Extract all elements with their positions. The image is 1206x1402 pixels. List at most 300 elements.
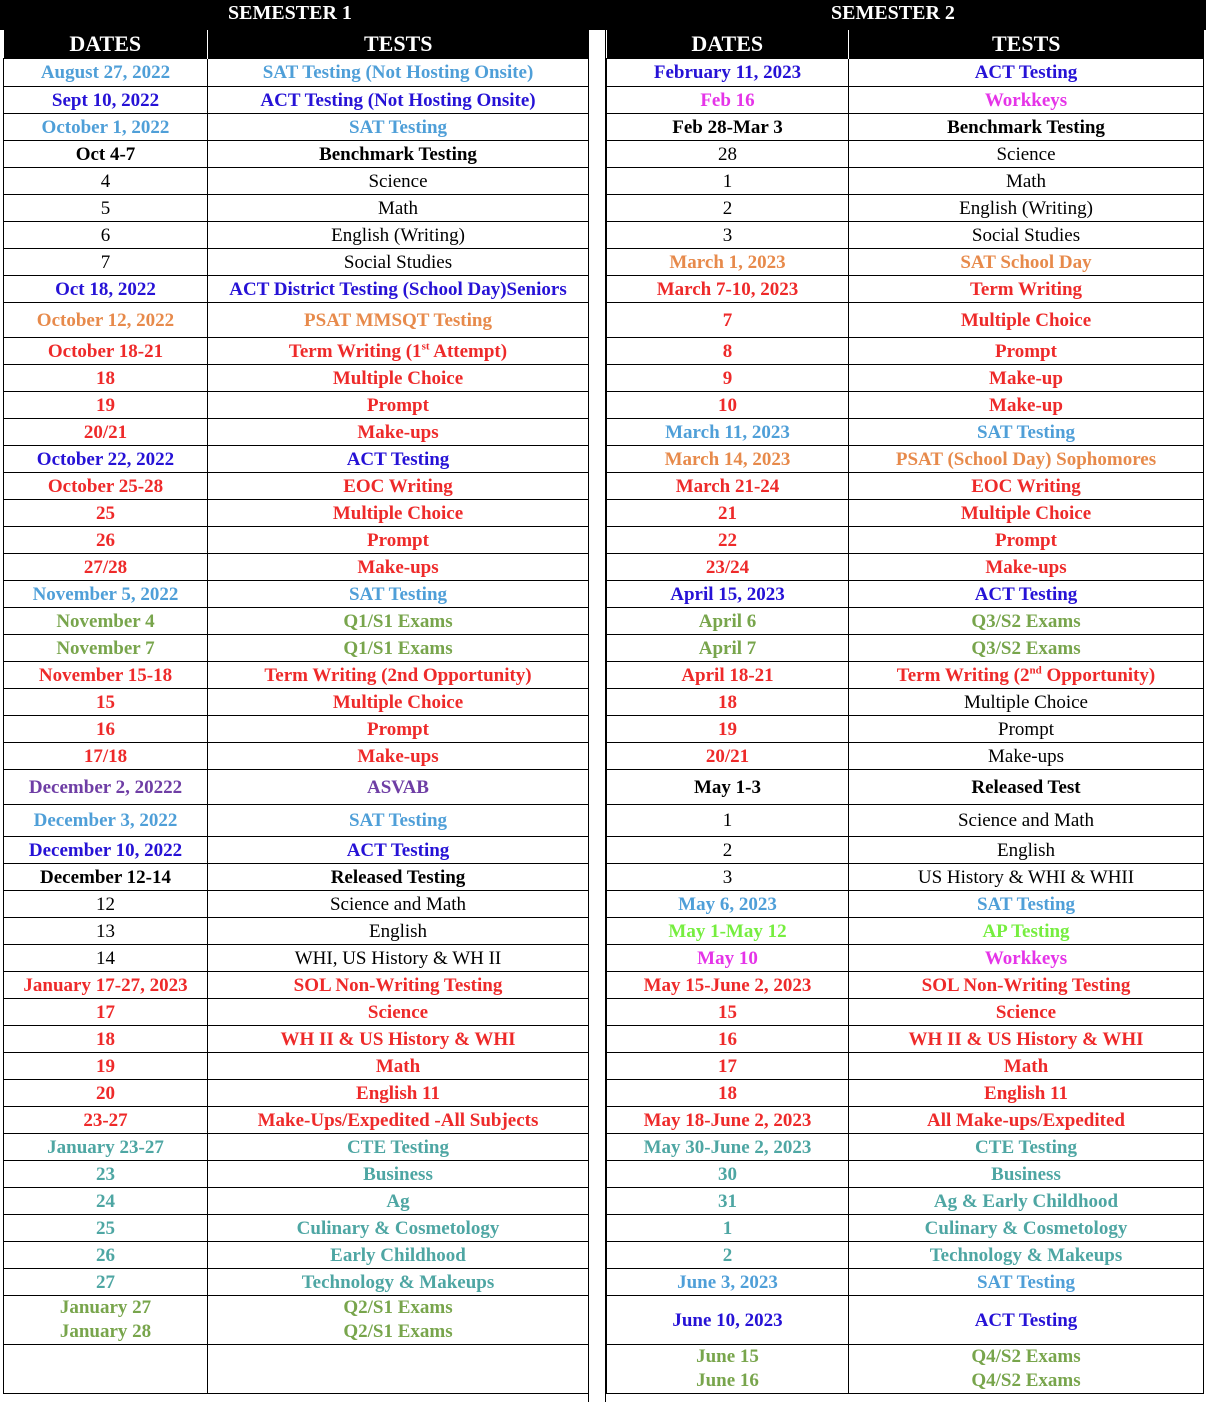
date-cell: 7 [607,303,849,338]
date-cell: December 3, 2022 [4,805,208,837]
test-cell: Make-ups [849,743,1204,770]
date-cell: November 15-18 [4,662,208,689]
date-cell: 2 [607,195,849,222]
test-cell: CTE Testing [208,1134,589,1161]
table-row [607,1345,1204,1394]
date-cell: 17 [4,999,208,1026]
test-cell: Released Test [849,770,1204,805]
test-cell: Science and Math [208,891,589,918]
date-cell: 23 [4,1161,208,1188]
table-row [607,864,1204,891]
table-row [607,527,1204,554]
test-cell: Science and Math [849,805,1204,837]
test-cell: ACT Testing (Not Hosting Onsite) [208,87,589,114]
test-text: Q2/S1 Exams [343,1297,453,1318]
test-cell: Q1/S1 Exams [208,635,589,662]
table-row [607,114,1204,141]
test-cell: Make-ups [208,554,589,581]
test-cell: All Make-ups/Expedited [849,1107,1204,1134]
date-cell: 1 [607,1215,849,1242]
date-cell: May 1-May 12 [607,918,849,945]
table-row [607,1242,1204,1269]
semester-divider [588,30,606,1402]
date-cell: 5 [4,195,208,222]
test-text: Attempt) [429,340,508,362]
table-row [4,662,589,689]
test-cell: Make-Ups/Expedited -All Subjects [208,1107,589,1134]
date-text: June 15 [696,1346,759,1367]
test-cell: Q3/S2 Exams [849,608,1204,635]
test-cell: SAT School Day [849,249,1204,276]
test-cell: Benchmark Testing [208,141,589,168]
test-cell: Released Testing [208,864,589,891]
table-row [607,1161,1204,1188]
date-cell: 18 [607,689,849,716]
date-cell: May 30-June 2, 2023 [607,1134,849,1161]
test-cell: Prompt [208,392,589,419]
test-text: Term Writing (2 [896,664,1030,686]
test-cell: CTE Testing [849,1134,1204,1161]
date-cell: 24 [4,1188,208,1215]
test-cell: English 11 [208,1080,589,1107]
test-text: Q4/S2 Exams [971,1370,1081,1391]
table-row [4,222,589,249]
test-cell: Multiple Choice [849,689,1204,716]
test-cell: Prompt [849,338,1204,365]
table-row [607,581,1204,608]
table-row [4,473,589,500]
table-row [607,1269,1204,1296]
date-cell: Feb 16 [607,87,849,114]
test-cell: PSAT (School Day) Sophomores [849,446,1204,473]
date-cell: 27/28 [4,554,208,581]
date-cell: March 14, 2023 [607,446,849,473]
test-cell: EOC Writing [208,473,589,500]
test-cell: ASVAB [208,770,589,805]
date-cell: October 12, 2022 [4,303,208,338]
test-cell: Science [208,168,589,195]
table-row [4,1134,589,1161]
date-cell: 25 [4,500,208,527]
date-cell: 1 [607,168,849,195]
test-cell: Make-ups [208,743,589,770]
test-cell: WHI, US History & WH II [208,945,589,972]
test-cell: Business [849,1161,1204,1188]
test-cell: Q3/S2 Exams [849,635,1204,662]
test-cell: English [208,918,589,945]
test-cell: Workkeys [849,87,1204,114]
date-cell: November 7 [4,635,208,662]
date-text: January 27 [59,1297,152,1318]
table-row [607,1080,1204,1107]
table-row [607,141,1204,168]
date-cell: 8 [607,338,849,365]
date-cell: 31 [607,1188,849,1215]
table-row [4,419,589,446]
test-superscript: st [421,340,430,353]
table-row [4,249,589,276]
test-text: Opportunity) [1041,664,1156,686]
date-cell: 2 [607,837,849,864]
date-cell: October 1, 2022 [4,114,208,141]
test-cell: Multiple Choice [208,689,589,716]
table-row [607,689,1204,716]
test-cell [849,1345,1204,1394]
table-row [607,805,1204,837]
date-cell: 18 [4,365,208,392]
test-cell: Ag [208,1188,589,1215]
semester-1-title: SEMESTER 1 [228,2,352,24]
table-row [4,805,589,837]
table-row [607,972,1204,999]
table-row [607,662,1204,689]
table-row [607,500,1204,527]
test-cell: Technology & Makeups [208,1269,589,1296]
date-cell: 3 [607,222,849,249]
date-cell: Oct 18, 2022 [4,276,208,303]
test-cell: SAT Testing [849,419,1204,446]
date-cell: May 15-June 2, 2023 [607,972,849,999]
test-cell: Q1/S1 Exams [208,608,589,635]
test-cell: Make-up [849,365,1204,392]
test-cell: PSAT MMSQT Testing [208,303,589,338]
semester-1-table [3,30,589,1394]
date-cell: 19 [607,716,849,743]
table-row [4,837,589,864]
table-row [4,972,589,999]
date-cell: 30 [607,1161,849,1188]
table-row [4,554,589,581]
test-cell: ACT Testing [208,837,589,864]
date-cell: 20/21 [4,419,208,446]
date-cell: May 1-3 [607,770,849,805]
test-cell: AP Testing [849,918,1204,945]
tests-header: TESTS [849,30,1204,59]
date-cell: 3 [607,864,849,891]
table-row [4,527,589,554]
test-cell: EOC Writing [849,473,1204,500]
table-row [4,1026,589,1053]
date-cell: 20 [4,1080,208,1107]
table-row [607,918,1204,945]
date-cell: Sept 10, 2022 [4,87,208,114]
dates-header: DATES [607,30,849,59]
table-row [607,743,1204,770]
table-row [607,1215,1204,1242]
date-cell: March 7-10, 2023 [607,276,849,303]
test-cell: Make-ups [208,419,589,446]
date-cell: 22 [607,527,849,554]
test-cell: Prompt [849,527,1204,554]
date-cell: 15 [4,689,208,716]
date-cell [4,1296,208,1345]
date-cell: 16 [4,716,208,743]
table-row [4,168,589,195]
test-cell: SAT Testing [208,581,589,608]
table-row [607,446,1204,473]
date-cell: 14 [4,945,208,972]
test-text: Q2/S1 Exams [343,1321,453,1342]
test-cell: Math [208,1053,589,1080]
table-row [607,365,1204,392]
table-row [607,1188,1204,1215]
test-cell [208,338,589,365]
table-row [607,770,1204,805]
table-row [4,999,589,1026]
test-cell: English (Writing) [849,195,1204,222]
date-cell: November 5, 2022 [4,581,208,608]
test-text: Term Writing (1 [288,340,422,362]
table-row [607,554,1204,581]
table-row [607,195,1204,222]
test-cell: ACT Testing [849,59,1204,87]
table-row [4,581,589,608]
table-row [4,891,589,918]
date-cell: 26 [4,527,208,554]
table-row [4,770,589,805]
test-cell: Ag & Early Childhood [849,1188,1204,1215]
table-row [607,716,1204,743]
date-cell: 13 [4,918,208,945]
test-cell: ACT Testing [849,581,1204,608]
date-cell: May 10 [607,945,849,972]
test-cell: Term Writing [849,276,1204,303]
table-row [4,864,589,891]
table-row [607,249,1204,276]
table-row [4,59,589,87]
date-cell: 21 [607,500,849,527]
test-cell: Multiple Choice [849,303,1204,338]
table-row [607,276,1204,303]
test-cell: Prompt [208,527,589,554]
date-cell: October 18-21 [4,338,208,365]
test-cell: Technology & Makeups [849,1242,1204,1269]
table-row [4,1296,589,1345]
table-row [4,918,589,945]
table-row [4,303,589,338]
test-cell: US History & WHI & WHII [849,864,1204,891]
date-text: January 28 [59,1321,152,1342]
date-cell: April 6 [607,608,849,635]
date-cell: May 6, 2023 [607,891,849,918]
table-row [4,195,589,222]
date-cell: 28 [607,141,849,168]
semester-2-table [606,30,1204,1394]
date-cell: June 3, 2023 [607,1269,849,1296]
table-row [4,1188,589,1215]
table-row [607,1026,1204,1053]
date-cell: June 10, 2023 [607,1296,849,1345]
test-cell: Science [849,141,1204,168]
table-row [4,141,589,168]
date-cell: 19 [4,1053,208,1080]
table-row [4,1161,589,1188]
test-cell: SOL Non-Writing Testing [208,972,589,999]
test-cell: SAT Testing (Not Hosting Onsite) [208,59,589,87]
test-cell: Culinary & Cosmetology [208,1215,589,1242]
table-row [607,837,1204,864]
table-row [607,1107,1204,1134]
date-cell: 18 [4,1026,208,1053]
table-row [607,473,1204,500]
test-cell: Make-up [849,392,1204,419]
date-text: June 16 [696,1370,759,1391]
test-cell: English [849,837,1204,864]
date-cell: April 15, 2023 [607,581,849,608]
date-cell: 15 [607,999,849,1026]
date-cell: 4 [4,168,208,195]
table-row [4,945,589,972]
date-cell: 27 [4,1269,208,1296]
date-cell: 23-27 [4,1107,208,1134]
date-cell: April 18-21 [607,662,849,689]
date-cell: 9 [607,365,849,392]
table-row [4,1242,589,1269]
test-cell: ACT Testing [208,446,589,473]
test-cell: Early Childhood [208,1242,589,1269]
test-cell: English (Writing) [208,222,589,249]
test-cell: SAT Testing [208,114,589,141]
table-row [4,716,589,743]
test-cell: SAT Testing [849,891,1204,918]
date-cell: April 7 [607,635,849,662]
table-row [607,303,1204,338]
test-cell: Business [208,1161,589,1188]
table-row [607,168,1204,195]
test-cell [849,662,1204,689]
table-row [607,1134,1204,1161]
table-row [607,1296,1204,1345]
table-row [4,635,589,662]
table-row [607,419,1204,446]
date-cell [607,1345,849,1394]
table-row [607,1053,1204,1080]
table-row [4,338,589,365]
date-cell: 23/24 [607,554,849,581]
date-cell: 16 [607,1026,849,1053]
test-cell: Culinary & Cosmetology [849,1215,1204,1242]
test-cell: WH II & US History & WHI [849,1026,1204,1053]
date-cell: 12 [4,891,208,918]
test-cell: Term Writing (2nd Opportunity) [208,662,589,689]
dates-header: DATES [4,30,208,59]
test-cell: Multiple Choice [208,365,589,392]
table-row [4,114,589,141]
date-cell: 17 [607,1053,849,1080]
test-cell: Workkeys [849,945,1204,972]
date-cell: 2 [607,1242,849,1269]
date-cell: August 27, 2022 [4,59,208,87]
table-row [4,392,589,419]
table-row [4,1053,589,1080]
table-row [607,392,1204,419]
date-cell: Oct 4-7 [4,141,208,168]
test-cell: Social Studies [208,249,589,276]
date-cell: October 22, 2022 [4,446,208,473]
table-row [607,891,1204,918]
table-row [607,945,1204,972]
table-row [607,338,1204,365]
table-row [4,1215,589,1242]
date-cell: Feb 28-Mar 3 [607,114,849,141]
table-row [607,635,1204,662]
date-cell: 1 [607,805,849,837]
table-row [607,608,1204,635]
test-cell: Math [849,168,1204,195]
test-text: Q4/S2 Exams [971,1346,1081,1367]
table-row [4,608,589,635]
test-cell: Math [849,1053,1204,1080]
test-cell: SAT Testing [849,1269,1204,1296]
table-row [4,276,589,303]
date-cell: November 4 [4,608,208,635]
test-cell: Multiple Choice [849,500,1204,527]
test-cell: ACT Testing [849,1296,1204,1345]
date-cell [4,1345,208,1394]
test-cell: Science [849,999,1204,1026]
date-cell: December 12-14 [4,864,208,891]
date-cell: 7 [4,249,208,276]
table-row [4,1345,589,1394]
date-cell: 20/21 [607,743,849,770]
date-cell: 26 [4,1242,208,1269]
semester-2-title: SEMESTER 2 [831,2,955,24]
table-row [4,743,589,770]
table-row [4,1269,589,1296]
date-cell: March 21-24 [607,473,849,500]
date-cell: 18 [607,1080,849,1107]
test-cell: Multiple Choice [208,500,589,527]
date-cell: 17/18 [4,743,208,770]
date-cell: 6 [4,222,208,249]
date-cell: March 1, 2023 [607,249,849,276]
date-cell: 19 [4,392,208,419]
table-row [4,500,589,527]
test-cell: WH II & US History & WHI [208,1026,589,1053]
date-cell: February 11, 2023 [607,59,849,87]
table-row [4,446,589,473]
table-row [4,87,589,114]
test-cell: Math [208,195,589,222]
table-row [4,365,589,392]
test-cell [208,1296,589,1345]
table-row [607,222,1204,249]
test-cell: Prompt [849,716,1204,743]
test-cell: Prompt [208,716,589,743]
header-bar [0,0,1206,30]
date-cell: May 18-June 2, 2023 [607,1107,849,1134]
table-row [4,689,589,716]
tests-header: TESTS [208,30,589,59]
test-superscript: nd [1029,664,1042,677]
test-cell: Science [208,999,589,1026]
test-cell: Make-ups [849,554,1204,581]
test-cell: Social Studies [849,222,1204,249]
test-cell: ACT District Testing (School Day)Seniors [208,276,589,303]
date-cell: 10 [607,392,849,419]
date-cell: October 25-28 [4,473,208,500]
table-row [607,59,1204,87]
test-cell [208,1345,589,1394]
date-cell: January 23-27 [4,1134,208,1161]
date-cell: December 2, 20222 [4,770,208,805]
test-cell: Benchmark Testing [849,114,1204,141]
test-cell: SOL Non-Writing Testing [849,972,1204,999]
date-cell: December 10, 2022 [4,837,208,864]
table-row [4,1107,589,1134]
table-row [4,1080,589,1107]
date-cell: 25 [4,1215,208,1242]
